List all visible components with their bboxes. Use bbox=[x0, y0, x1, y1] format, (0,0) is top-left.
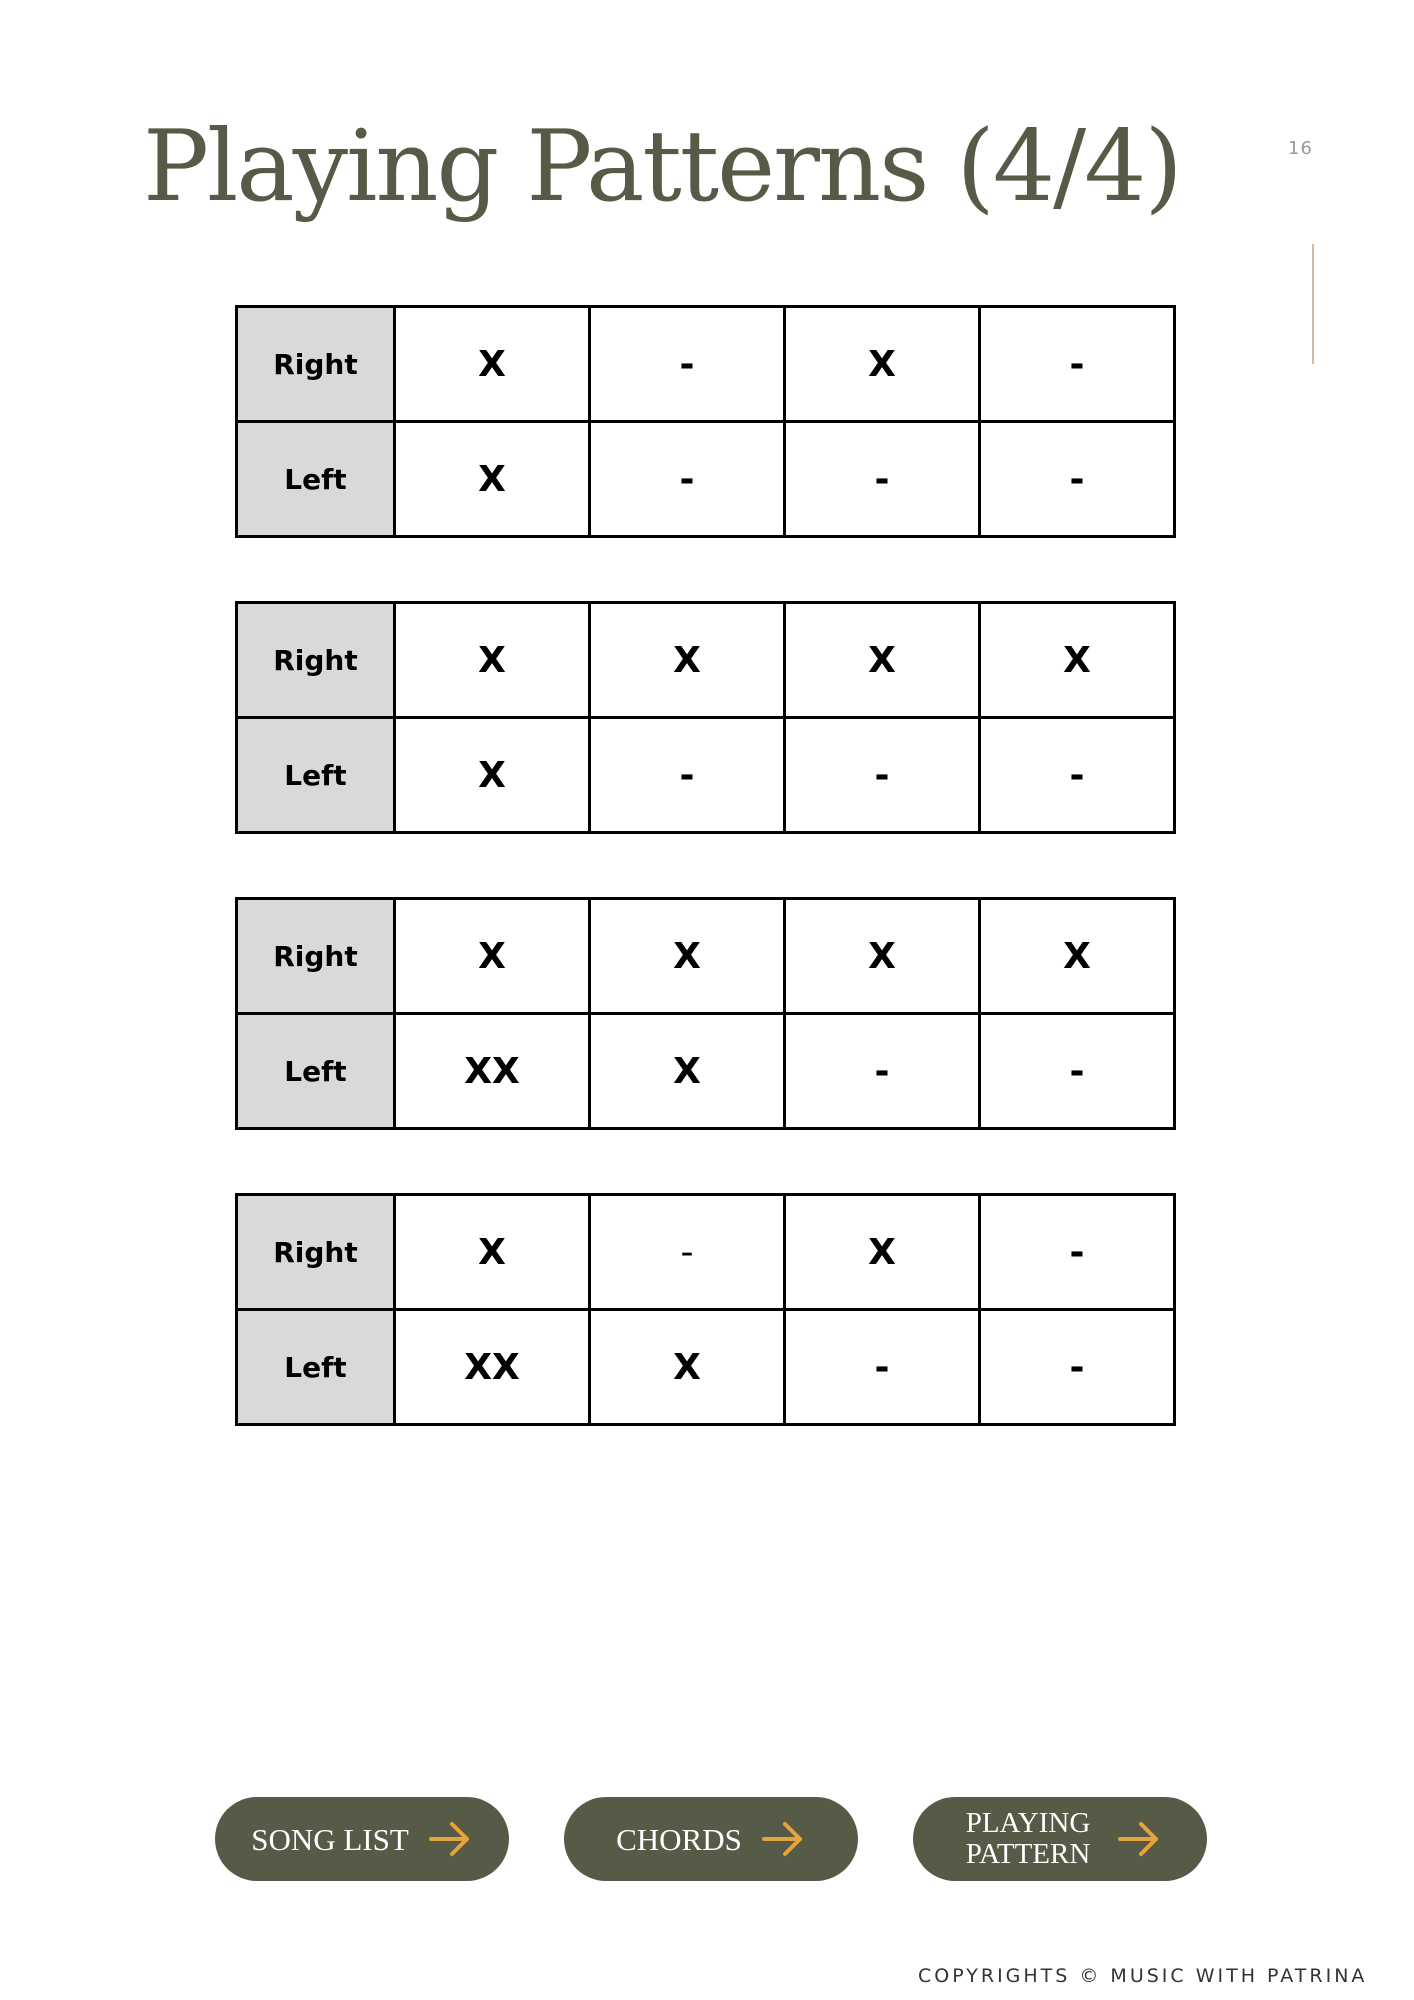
row-label-left: Left bbox=[237, 1310, 395, 1425]
right-hand-row bbox=[237, 899, 1175, 1014]
beat-cell: - bbox=[980, 1014, 1175, 1129]
row-label-left: Left bbox=[237, 1014, 395, 1129]
beat-cell: XX bbox=[395, 1014, 590, 1129]
arrow-right-icon bbox=[427, 1816, 473, 1862]
beat-cell: X bbox=[395, 422, 590, 537]
right-hand-row bbox=[237, 603, 1175, 718]
playing-pattern-label-line2: PATTERN bbox=[965, 1838, 1091, 1870]
beat-cell: X bbox=[590, 1310, 785, 1425]
pattern-list bbox=[235, 305, 1176, 1489]
beat-cell: X bbox=[395, 307, 590, 422]
song-list-label: SONG LIST bbox=[251, 1821, 409, 1857]
pattern-table-3 bbox=[235, 897, 1176, 1130]
pattern-table-4 bbox=[235, 1193, 1176, 1426]
beat-cell: X bbox=[590, 1014, 785, 1129]
beat-cell: X bbox=[395, 1195, 590, 1310]
beat-cell: - bbox=[785, 422, 980, 537]
beat-cell: - bbox=[590, 1195, 785, 1310]
pattern-table-2 bbox=[235, 601, 1176, 834]
row-label-right: Right bbox=[237, 603, 395, 718]
beat-cell: X bbox=[395, 899, 590, 1014]
beat-cell: X bbox=[785, 603, 980, 718]
page-title: Playing Patterns (4/4) bbox=[143, 110, 1181, 224]
arrow-right-icon bbox=[1116, 1816, 1162, 1862]
bottom-navigation bbox=[0, 1797, 1414, 1881]
row-label-left: Left bbox=[237, 422, 395, 537]
beat-cell: - bbox=[980, 307, 1175, 422]
accent-divider bbox=[1312, 244, 1314, 364]
page-number: 16 bbox=[1288, 138, 1313, 159]
beat-cell: - bbox=[980, 422, 1175, 537]
row-label-right: Right bbox=[237, 899, 395, 1014]
beat-cell: - bbox=[785, 1310, 980, 1425]
beat-cell: X bbox=[980, 899, 1175, 1014]
beat-cell: - bbox=[980, 1195, 1175, 1310]
beat-cell: XX bbox=[395, 1310, 590, 1425]
left-hand-row bbox=[237, 718, 1175, 833]
beat-cell: - bbox=[590, 718, 785, 833]
beat-cell: X bbox=[785, 1195, 980, 1310]
beat-cell: X bbox=[590, 899, 785, 1014]
beat-cell: X bbox=[785, 899, 980, 1014]
left-hand-row bbox=[237, 1014, 1175, 1129]
playing-pattern-label bbox=[958, 1808, 1098, 1870]
row-label-right: Right bbox=[237, 1195, 395, 1310]
playing-pattern-label-line1: PLAYING bbox=[965, 1807, 1091, 1839]
left-hand-row bbox=[237, 1310, 1175, 1425]
chords-button[interactable] bbox=[564, 1797, 858, 1881]
beat-cell: - bbox=[785, 718, 980, 833]
beat-cell: X bbox=[980, 603, 1175, 718]
beat-cell: X bbox=[785, 307, 980, 422]
beat-cell: - bbox=[785, 1014, 980, 1129]
pattern-table-1 bbox=[235, 305, 1176, 538]
right-hand-row bbox=[237, 1195, 1175, 1310]
playing-pattern-button[interactable] bbox=[913, 1797, 1207, 1881]
row-label-left: Left bbox=[237, 718, 395, 833]
beat-cell: - bbox=[590, 307, 785, 422]
beat-cell: X bbox=[395, 603, 590, 718]
beat-cell: X bbox=[395, 718, 590, 833]
copyright-notice: COPYRIGHTS © MUSIC WITH PATRINA bbox=[918, 1965, 1368, 1987]
beat-cell: - bbox=[980, 718, 1175, 833]
beat-cell: - bbox=[590, 422, 785, 537]
beat-cell: - bbox=[980, 1310, 1175, 1425]
song-list-button[interactable] bbox=[215, 1797, 509, 1881]
row-label-right: Right bbox=[237, 307, 395, 422]
chords-label: CHORDS bbox=[616, 1821, 742, 1857]
left-hand-row bbox=[237, 422, 1175, 537]
beat-cell: X bbox=[590, 603, 785, 718]
arrow-right-icon bbox=[760, 1816, 806, 1862]
right-hand-row bbox=[237, 307, 1175, 422]
